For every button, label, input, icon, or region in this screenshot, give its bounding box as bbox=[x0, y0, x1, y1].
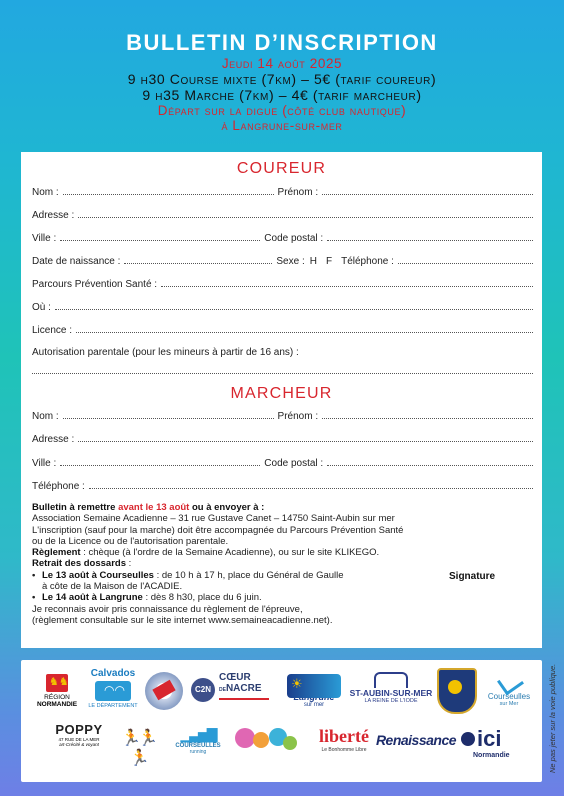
marcheur-adresse-label: Adresse : bbox=[32, 434, 75, 445]
marcheur-tel-row bbox=[32, 480, 537, 492]
inscription-line-2: ou de la Licence ou de l'autorisation parentale. bbox=[32, 535, 229, 547]
b1-bold: Le 13 août à Courseulles bbox=[42, 569, 154, 581]
region-normandie-logo: ♞♞ RÉGION NORMANDIE bbox=[29, 674, 85, 708]
coureur-nom-field[interactable] bbox=[63, 186, 274, 195]
coeur-text-1: CŒUR bbox=[219, 672, 251, 683]
coureur-autorisation-line bbox=[32, 365, 537, 374]
marcheur-cp-label: Code postal : bbox=[264, 458, 324, 469]
courseulles-logo bbox=[479, 672, 539, 707]
marcheur-title: MARCHEUR bbox=[230, 385, 333, 402]
coureur-sexe-label: Sexe : bbox=[276, 256, 305, 267]
reglement-label: Règlement bbox=[32, 547, 81, 559]
saint-aubin-text: ST-AUBIN-SUR-MER bbox=[349, 688, 433, 698]
reglement-site-line: (règlement consultable sur le site internet www.semaineacadienne.net). bbox=[32, 614, 333, 626]
coeur-de: DE bbox=[219, 687, 226, 693]
reglement-text: : chèque (à l'ordre de la Semaine Acadienne), ou sur le site KLIKEGO. bbox=[80, 547, 380, 559]
b2-bold: Le 14 août à Langrune bbox=[42, 592, 143, 604]
course-info: 9 h30 Course mixte (7km) – 5€ (tarif coureur) bbox=[127, 71, 437, 87]
marcheur-cp-field[interactable] bbox=[327, 457, 533, 466]
reglement-line bbox=[32, 547, 532, 558]
coureur-prenom-field[interactable] bbox=[322, 186, 533, 195]
side-note bbox=[548, 655, 560, 775]
marcheur-prenom-label: Prénom : bbox=[277, 411, 319, 422]
saint-aubin-sub: LA REINE DE L'IODE bbox=[364, 698, 418, 704]
ici-text: ici bbox=[477, 726, 502, 751]
courseulles-running-logo: ▁▃▅▇ COURSEULLES running bbox=[165, 726, 231, 755]
emblem-logo bbox=[145, 672, 183, 710]
association-address: Association Semaine Acadienne – 31 rue Gustave Canet – 14750 Saint-Aubin sur mer bbox=[32, 513, 395, 525]
coureur-tel-label: Téléphone : bbox=[341, 256, 394, 267]
coeur-text-2: NACRE bbox=[225, 683, 262, 694]
calvados-logo: Calvados ◠◠ LE DÉPARTEMENT bbox=[85, 668, 141, 709]
liberte-sub: Le Bonhomme Libre bbox=[321, 747, 367, 753]
depart-info: Départ sur la digue (côté club nautique) bbox=[157, 103, 407, 118]
page-title: BULLETIN D’INSCRIPTION bbox=[126, 30, 438, 55]
coureur-licence-label: Licence : bbox=[32, 325, 73, 336]
coureur-ou-row bbox=[32, 301, 537, 313]
coureur-cp-field[interactable] bbox=[327, 232, 533, 241]
coureur-naissance-row bbox=[32, 255, 537, 267]
coureur-autorisation-row bbox=[32, 347, 537, 358]
marcheur-prenom-field[interactable] bbox=[322, 410, 533, 419]
coureur-naissance-label: Date de naissance : bbox=[32, 256, 121, 267]
calvados-sub: LE DÉPARTEMENT bbox=[88, 703, 138, 709]
marcheur-nom-field[interactable] bbox=[63, 410, 274, 419]
ici-normandie-logo bbox=[461, 726, 531, 759]
poppy-logo bbox=[51, 722, 107, 747]
poppy-sub: 47 RUE DE LA MER bbox=[58, 737, 100, 742]
sexe-h-option[interactable]: H bbox=[309, 256, 317, 267]
marcheur-nom-row bbox=[32, 410, 537, 422]
marcheur-adresse-row bbox=[32, 433, 537, 445]
info-block bbox=[32, 502, 532, 626]
region-text-1: RÉGION bbox=[44, 694, 70, 701]
b1-text: : de 10 h à 17 h, place du Général de Gaulle bbox=[153, 569, 344, 581]
event-date: Jeudi 14 août 2025 bbox=[221, 56, 343, 71]
poppy-text: POPPY bbox=[55, 722, 103, 737]
coureur-nom-label: Nom : bbox=[32, 187, 59, 198]
coureur-title: COUREUR bbox=[236, 160, 327, 177]
marcheur-ville-field[interactable] bbox=[60, 457, 260, 466]
coureur-ou-label: Où : bbox=[32, 302, 51, 313]
retrait-line bbox=[32, 558, 532, 569]
poppy-sub-2: art-Crécité & voyant bbox=[59, 742, 99, 747]
remettre-line bbox=[32, 502, 532, 513]
festival-logo bbox=[231, 724, 307, 760]
inscription-line-1: L'inscription (sauf pour la marche) doit être accompagnée du Parcours Prévention Santé bbox=[32, 524, 404, 536]
bullet-icon: • bbox=[32, 569, 36, 581]
coureur-tel-field[interactable] bbox=[398, 255, 533, 264]
coureur-ou-field[interactable] bbox=[55, 301, 533, 310]
form-card bbox=[21, 152, 542, 648]
coeur-de-nacre-logo bbox=[219, 672, 281, 700]
remettre-deadline: avant le 13 août bbox=[118, 502, 190, 513]
coureur-autorisation-label: Autorisation parentale (pour les mineurs à partir de 16 ans) : bbox=[32, 347, 299, 358]
courseulles-text: Courseulles bbox=[487, 692, 531, 701]
marcheur-tel-label: Téléphone : bbox=[32, 481, 85, 492]
marcheur-ville-label: Ville : bbox=[32, 458, 57, 469]
courseulles-run-sub: running bbox=[189, 749, 207, 755]
remettre-a: Bulletin à remettre bbox=[32, 502, 119, 513]
coureur-licence-field[interactable] bbox=[76, 324, 533, 333]
sexe-f-option[interactable]: F bbox=[325, 256, 333, 267]
langrune-logo: ☀ sur mer bbox=[283, 674, 345, 708]
marcheur-nom-label: Nom : bbox=[32, 411, 59, 422]
coureur-parcours-row bbox=[32, 278, 537, 290]
renaissance-logo: Renaissance bbox=[375, 732, 457, 748]
coureur-licence-row bbox=[32, 324, 537, 336]
coureur-nom-row bbox=[32, 186, 537, 198]
crest-logo bbox=[437, 668, 477, 714]
marche-info: 9 h35 Marche (7km) – 4€ (tarif marcheur) bbox=[142, 87, 422, 103]
saint-aubin-logo bbox=[349, 672, 433, 704]
coureur-naissance-field[interactable] bbox=[124, 255, 272, 264]
runners-icon: 🏃🏃🏃 bbox=[121, 730, 155, 767]
retrait-label: Retrait des dossards bbox=[32, 558, 126, 570]
marcheur-adresse-field[interactable] bbox=[78, 433, 533, 442]
coureur-ville-field[interactable] bbox=[60, 232, 260, 241]
coureur-cp-label: Code postal : bbox=[264, 233, 324, 244]
reconnais-line: Je reconnais avoir pris connaissance du règlement de l'épreuve, bbox=[32, 603, 303, 615]
langrune-sub: sur mer bbox=[303, 702, 325, 708]
liberte-logo bbox=[311, 726, 377, 753]
coureur-parcours-label: Parcours Prévention Santé : bbox=[32, 279, 158, 290]
courseulles-run-text: COURSEULLES bbox=[175, 743, 221, 749]
retrait-colon: : bbox=[125, 558, 132, 570]
calvados-text: Calvados bbox=[90, 668, 136, 679]
marcheur-tel-field[interactable] bbox=[89, 480, 533, 489]
coureur-ville-row bbox=[32, 232, 537, 244]
bullet-langrune bbox=[32, 592, 532, 603]
signature-label: Signature bbox=[449, 571, 496, 582]
coureur-adresse-row bbox=[32, 209, 537, 221]
region-text-2: NORMANDIE bbox=[36, 701, 78, 708]
coureur-prenom-label: Prénom : bbox=[277, 187, 319, 198]
b2-text: : dès 8 h30, place du 6 juin. bbox=[142, 592, 262, 604]
ici-sub: Normandie bbox=[473, 752, 510, 759]
remettre-c: ou à envoyer à : bbox=[189, 502, 265, 513]
header bbox=[0, 30, 564, 133]
liberte-text: liberté bbox=[319, 726, 369, 746]
coureur-autorisation-field[interactable] bbox=[32, 365, 533, 374]
lieu-info: à Langrune-sur-mer bbox=[221, 118, 343, 133]
coureur-adresse-field[interactable] bbox=[78, 209, 533, 218]
coureur-parcours-field[interactable] bbox=[161, 278, 533, 287]
marcheur-ville-row bbox=[32, 457, 537, 469]
c2n-logo: C2N bbox=[191, 678, 215, 702]
coureur-ville-label: Ville : bbox=[32, 233, 57, 244]
b1-line2: à côte de la Maison de l'ACADIE. bbox=[42, 581, 183, 593]
side-note-text: Ne pas jeter sur la voie publique. bbox=[548, 663, 557, 773]
coureur-adresse-label: Adresse : bbox=[32, 210, 75, 221]
bullet-icon: • bbox=[32, 592, 36, 604]
courseulles-sub: sur Mer bbox=[499, 701, 519, 707]
sponsor-logos bbox=[21, 660, 542, 782]
